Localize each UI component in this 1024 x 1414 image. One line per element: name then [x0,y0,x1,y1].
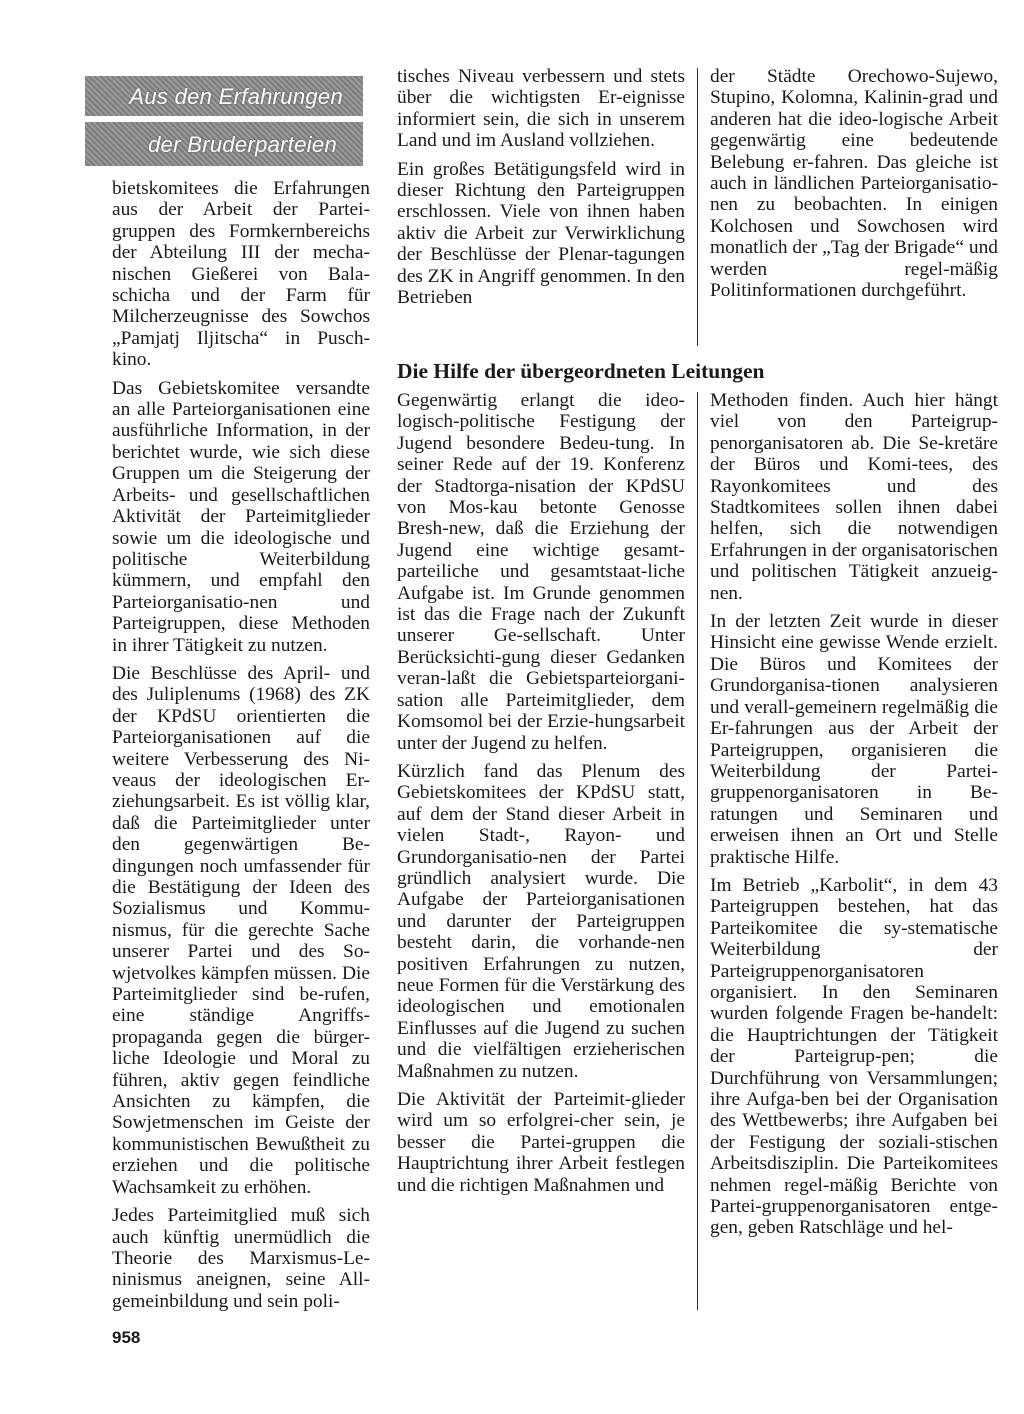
column-3-bottom [710,390,998,1246]
column-2-bottom [397,390,685,1203]
paragraph: Gegenwärtig erlangt die ideo-logisch-politische Festigung der Jugend besondere Bedeu-tung. In seiner Rede auf der 19. Konferenz der Stadtorga-nisation der KPdSU von Mos-kau betonte Genosse Bresh-new, daß die Erziehung der Jugend eine wichtige gesamt-parteiliche und gesamtstaat-liche Aufgabe ist. Im Grunde genommen ist das die Frage nach der Zukunft unserer Ge-sellschaft. Unter Berücksichti-gung dieser Gedanken veran-laßt die Gebietsparteiorgani-sation alle Parteimitglieder, dem Komsomol bei der Erzie-hungsarbeit unter der Jugend zu helfen. [397,390,685,754]
page-number: 958 [112,1328,141,1347]
banner-line-1: Aus den Erfahrungen [85,76,363,116]
paragraph: Im Betrieb „Karbolit“, in dem 43 Parteigruppen bestehen, hat das Parteikomitee die sy-stematische Weiterbildung der Parteigruppenorganisatoren organisiert. In den Seminaren wurden folgende Fragen be-handelt: die Hauptrichtungen der Tätigkeit der Parteigrup-pen; die Durchführung von Versammlungen; ihre Aufga-ben bei der Organisation des Wettbewerbs; ihre Aufgaben bei der Festigung der soziali-stischen Arbeitsdisziplin. Die Parteikomitees nehmen regel-mäßig Berichte von Partei-gruppenorganisatoren entge-gen, geben Ratschläge und hel- [710,874,998,1239]
paragraph: Die Beschlüsse des April- und des Juliplenums (1968) des ZK der KPdSU orientierten die Parteiorganisationen auf die weitere Verbesserung des Ni-veaus der ideologischen Er-ziehungsarbeit. Es ist völlig klar, daß die Parteimitglieder unter den gegenwärtigen Be-dingungen noch umfassender für die Bestätigung der Ideen des Sozialismus und Kommu-nismus, für die gerechte Sache unserer Partei und des So-wjetvolkes kämpfen müssen. Die Parteimitglieder sind be-rufen, eine ständige Angriffs-propaganda gegen die bürger-liche Ideologie und Moral zu führen, aktiv gegen feindliche Ansichten zu kämpfen, die Sowjetmenschen im Geiste der kommunistischen Bewußtheit zu erziehen und die politische Wachsamkeit zu erhöhen. [112,662,370,1198]
paragraph: Jedes Parteimitglied muß sich auch künftig unermüdlich die Theorie des Marxismus-Le-ninismus aneignen, seine All-gemeinbildung und sein poli- [112,1205,370,1312]
paragraph: Die Aktivität der Parteimit-glieder wird um so erfolgrei-cher sein, je besser die Partei-gruppen die Hauptrichtung ihrer Arbeit festlegen und die richtigen Maßnahmen und [397,1089,685,1196]
section-heading: Die Hilfe der übergeordneten Leitungen [397,359,765,383]
paragraph: bietskomitees die Erfahrungen aus der Arbeit der Partei-gruppen des Formkernbereichs der Abteilung III der mecha-nischen Gießerei von Bala-schicha und der Farm für Milcherzeugnisse des Sowchos „Pamjatj Iljitscha“ in Pusch-kino. [112,178,370,371]
paragraph: Methoden finden. Auch hier hängt viel von den Parteigrup-penorganisatoren ab. Die Se-kretäre der Büros und Komi-tees, des Rayonkomitees und des Stadtkomitees sollen ihnen dabei helfen, sich die notwendigen Erfahrungen in der organisatorischen und politischen Tätigkeit anzueig-nen. [710,390,998,604]
paragraph: Kürzlich fand das Plenum des Gebietskomitees der KPdSU statt, auf dem der Stand dieser Arbeit in vielen Stadt-, Rayon- und Grundorganisatio-nen der Partei gründlich analysiert wurde. Die Aufgabe der Parteiorganisationen und darunter der Parteigruppen besteht darin, die vorhande-nen positiven Erfahrungen zu nutzen, neue Formen für die Verstärkung des ideologischen und emotionalen Einflusses auf die Jugend zu suchen und die vielfältigen erzieherischen Maßnahmen zu nutzen. [397,760,685,1082]
paragraph: tisches Niveau verbessern und stets über die wichtigsten Er-eignisse informiert sein, die sich in unserem Land und im Ausland vollziehen. [397,66,685,152]
paragraph: In der letzten Zeit wurde in dieser Hinsicht eine gewisse Wende erzielt. Die Büros und Komitees der Grundorganisa-tionen analysieren und verall-gemeinern regelmäßig die Er-fahrungen aus der Arbeit der Parteigruppen, organisieren die Weiterbildung der Partei-gruppenorganisatoren in Be-ratungen und Seminaren und erweisen ihnen an Ort und Stelle praktische Hilfe. [710,611,998,868]
paragraph: der Städte Orechowo-Sujewo, Stupino, Kolomna, Kalinin-grad und anderen hat die ideo-logische Arbeit gegenwärtig eine bedeutende Belebung er-fahren. Das gleiche ist auch in ländlichen Parteiorganisatio-nen zu beobachten. In einigen Kolchosen und Sowchosen wird monatlich der „Tag der Brigade“ und werden regel-mäßig Politinformationen durchgeführt. [710,66,998,302]
column-3-top [710,66,998,308]
column-divider-top [697,68,698,346]
column-1 [112,178,370,1319]
paragraph: Das Gebietskomitee versandte an alle Parteiorganisationen eine ausführliche Information, in der berichtet wurde, wie sich diese Gruppen um die Steigerung der Arbeits- und gesellschaftlichen Aktivität der Parteimitglieder sowie um die ideologische und politische Weiterbildung kümmern, und empfahl den Parteiorganisatio-nen und Parteigruppen, diese Methoden in ihrer Tätigkeit zu nutzen. [112,377,370,656]
banner-line-2: der Bruderparteien [85,122,363,166]
column-2-top [397,66,685,315]
column-divider-bottom [697,392,698,1310]
paragraph: Ein großes Betätigungsfeld wird in dieser Richtung den Parteigruppen erschlossen. Viele von ihnen haben aktiv die Arbeit zur Verwirklichung der Beschlüsse der Plenar-tagungen des ZK in Angriff genommen. In den Betrieben [397,158,685,309]
